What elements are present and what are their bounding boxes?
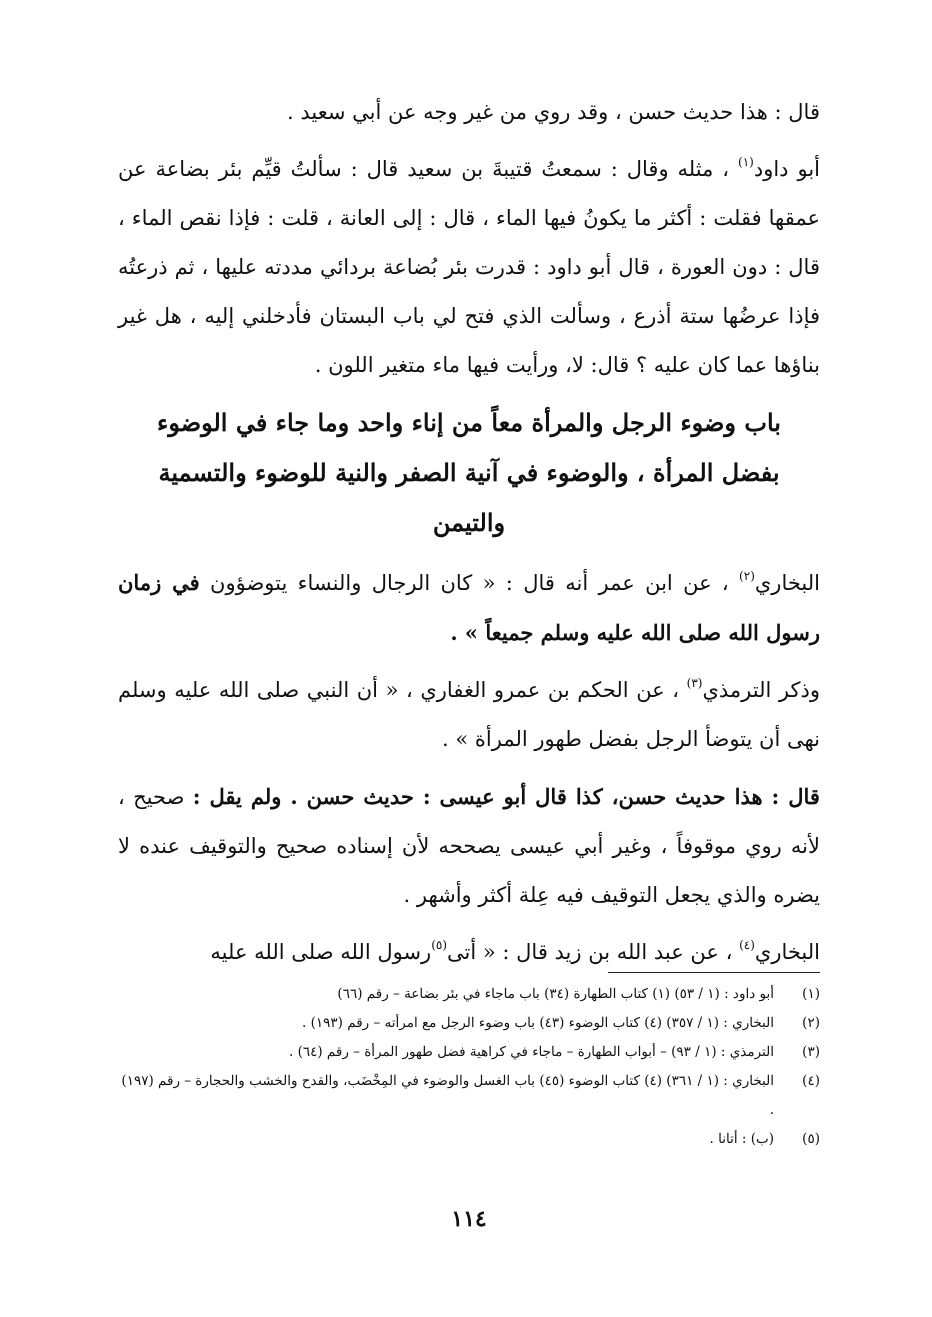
footnote-ref-3[interactable]: (٣) [686,676,703,690]
footnote-5 [118,1125,820,1154]
footnote-text: أبو داود : (١ / ٥٣) (١) كتاب الطهارة (٣٤) باب ماجاء في بئر بضاعة – رقم (٦٦) [337,986,774,1002]
footnote-ref-1[interactable]: (١) [738,155,754,169]
paragraph-6 [118,928,820,977]
footnotes [118,980,820,1154]
footnote-4 [118,1067,820,1125]
footnote-text: البخاري : (١ / ٣٥٧) (٤) كتاب الوضوء (٤٣) باب وضوء الرجل مع امرأته – رقم (١٩٣) . [302,1015,774,1031]
footnote-separator [608,972,820,973]
paragraph-2-text: ، مثله وقال : سمعتُ قتيبةَ بن سعيد قال : سألتُ قيِّم بئر بضاعة عن عمقها فقلت : أكثر ما يكونُ فيها الماء ، قال : إلى العانة ، قلت : فإذا نقص الماء ، قال : دون العورة ، قال أبو داود : قدرت بئر بُضاعة بردائي مددته عليها ، ثم ذرعتُه فإذا عرضُها ستة أذرع ، وسألت الذي فتح لي باب البستان فأدخلني إليه ، هل غير بناؤها عما كان عليه ؟ قال: لا، ورأيت فيها ماء متغير اللون . [118,157,821,377]
footnote-text: البخاري : (١ / ٣٦١) (٤) كتاب الوضوء (٤٥) باب الغسل والوضوء في المِخْضَب، والقدح والخشب والحجارة – رقم (١٩٧) . [121,1073,774,1118]
footnote-number: (٥) [802,1131,820,1147]
paragraph-4-text: ، عن الحكم بن عمرو الغفاري ، « أن النبي صلى الله عليه وسلم نهى أن يتوضأ الرجل بفضل طهور المرأة » . [118,678,820,751]
paragraph-4 [118,666,820,764]
paragraph-1-text: قال : هذا حديث حسن ، وقد روي من غير وجه عن أبي سعيد . [286,100,820,124]
footnote-1 [118,980,820,1009]
paragraph-5-text: صحيح ، لأنه روي موقوفاً ، وغير أبي عيسى يصححه لأن إسناده صحيح والتوقيف عنده لا يضره والذي يجعل التوقيف فيه عِلة أكثر وأشهر . [118,785,820,907]
page-body [118,88,820,1248]
paragraph-4-lead: وذكر الترمذي [702,678,820,702]
paragraph-3-lead: البخاري [754,571,820,595]
footnote-number: (٤) [802,1073,820,1089]
footnote-number: (٢) [802,1015,820,1031]
paragraph-3-text: ، عن ابن عمر أنه قال : « كان الرجال والنساء يتوضؤون [199,571,740,595]
paragraph-5-bold: قال : هذا حديث حسن، كذا قال أبو عيسى : حديث حسن . ولم يقل : [192,784,820,809]
footnote-ref-2[interactable]: (٢) [739,569,755,583]
paragraph-6-text-end: رسول الله صلى الله عليه [210,940,432,964]
footnote-number: (١) [802,986,820,1002]
footnote-number: (٣) [802,1044,820,1060]
chapter-heading: باب وضوء الرجل والمرأة معاً من إناء واحد وما جاء في الوضوء بفضل المرأة ، والوضوء في آنية الصفر والنية للوضوء والتسمية والتيمن [157,408,781,537]
paragraph-2 [118,145,820,390]
footnote-2 [118,1009,820,1038]
paragraph-3-bold: في زمان رسول الله صلى الله عليه وسلم جميعاً » . [118,570,820,645]
footnote-3 [118,1038,820,1067]
paragraph-5 [118,772,820,920]
paragraph-6-lead: البخاري [754,940,820,964]
paragraph-3 [118,558,820,658]
paragraph-1 [118,88,820,137]
paragraph-6-text: ، عن عبد الله بن زيد قال : « أتى [447,940,740,964]
page-number: ١١٤ [451,1206,487,1232]
paragraph-2-lead: أبو داود [753,157,820,181]
footnote-ref-4[interactable]: (٤) [739,938,755,952]
footnote-text: الترمذي : (١ / ٩٣) – أبواب الطهارة – ماجاء في كراهية فضل طهور المرأة – رقم (٦٤) . [288,1044,774,1060]
footnote-text: (ب) : أتانا . [709,1131,774,1147]
footnote-ref-5[interactable]: (٥) [431,938,448,952]
